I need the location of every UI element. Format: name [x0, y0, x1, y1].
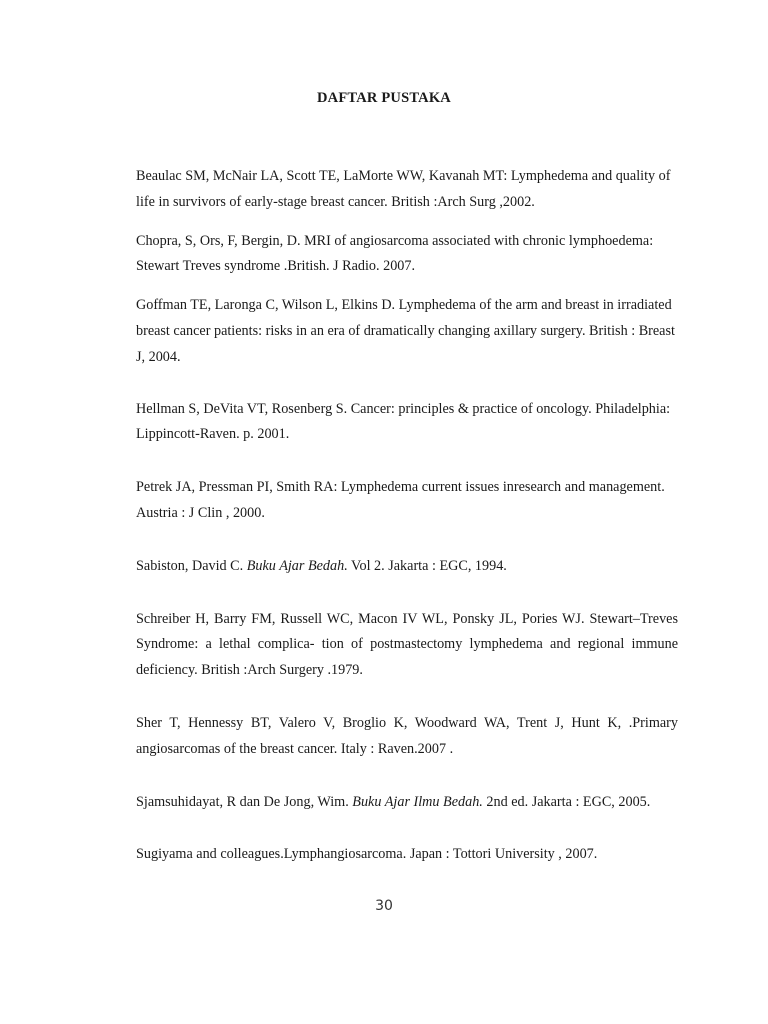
page-number: 30	[375, 898, 393, 914]
reference-book-title: Buku Ajar Bedah.	[246, 557, 348, 574]
reference-item: Beaulac SM, McNair LA, Scott TE, LaMorte WW, Kavanah MT: Lymphedema and quality of life in survivors of early-stage breast cancer. British :Arch Surg ,2002.	[136, 168, 671, 210]
reference-list	[136, 164, 678, 868]
reference-book-title: Buku Ajar Ilmu Bedah.	[352, 793, 483, 810]
reference-publisher: 2nd ed. Jakarta : EGC, 2005.	[482, 793, 651, 810]
reference-item	[136, 554, 678, 580]
reference-item: Schreiber H, Barry FM, Russell WC, Macon IV WL, Ponsky JL, Pories WJ. Stewart–Treves Syndrome: a lethal complica- tion of postmastectomy lymphedema and regional immune deficiency. British :Arch Surgery .1979.	[136, 610, 678, 679]
reference-authors: Sabiston, David C.	[136, 557, 247, 574]
reference-item	[136, 790, 678, 816]
reference-item: Goffman TE, Laronga C, Wilson L, Elkins D. Lymphedema of the arm and breast in irradiated breast cancer patients: risks in an era of dramatically changing axillary surgery. British : Breast J, 2004.	[136, 297, 675, 365]
reference-item: Petrek JA, Pressman PI, Smith RA: Lymphedema current issues inresearch and management. Austria : J Clin , 2000.	[136, 479, 665, 521]
reference-publisher: Vol 2. Jakarta : EGC, 1994.	[347, 557, 507, 574]
reference-item: Hellman S, DeVita VT, Rosenberg S. Cancer: principles & practice of oncology. Philadelphia: Lippincott-Raven. p. 2001.	[136, 400, 671, 443]
reference-item: Sugiyama and colleagues.Lymphangiosarcoma. Japan : Tottori University , 2007.	[136, 846, 598, 863]
reference-authors: Sjamsuhidayat, R dan De Jong, Wim.	[136, 793, 353, 810]
reference-item: Sher T, Hennessy BT, Valero V, Broglio K, Woodward WA, Trent J, Hunt K, .Primary angiosarcomas of the breast cancer. Italy : Raven.2007 .	[136, 714, 678, 757]
reference-item: Chopra, S, Ors, F, Bergin, D. MRI of angiosarcoma associated with chronic lymphoedema: Stewart Treves syndrome .British. J Radio. 2007.	[136, 232, 654, 275]
page-title: DAFTAR PUSTAKA	[317, 90, 451, 106]
